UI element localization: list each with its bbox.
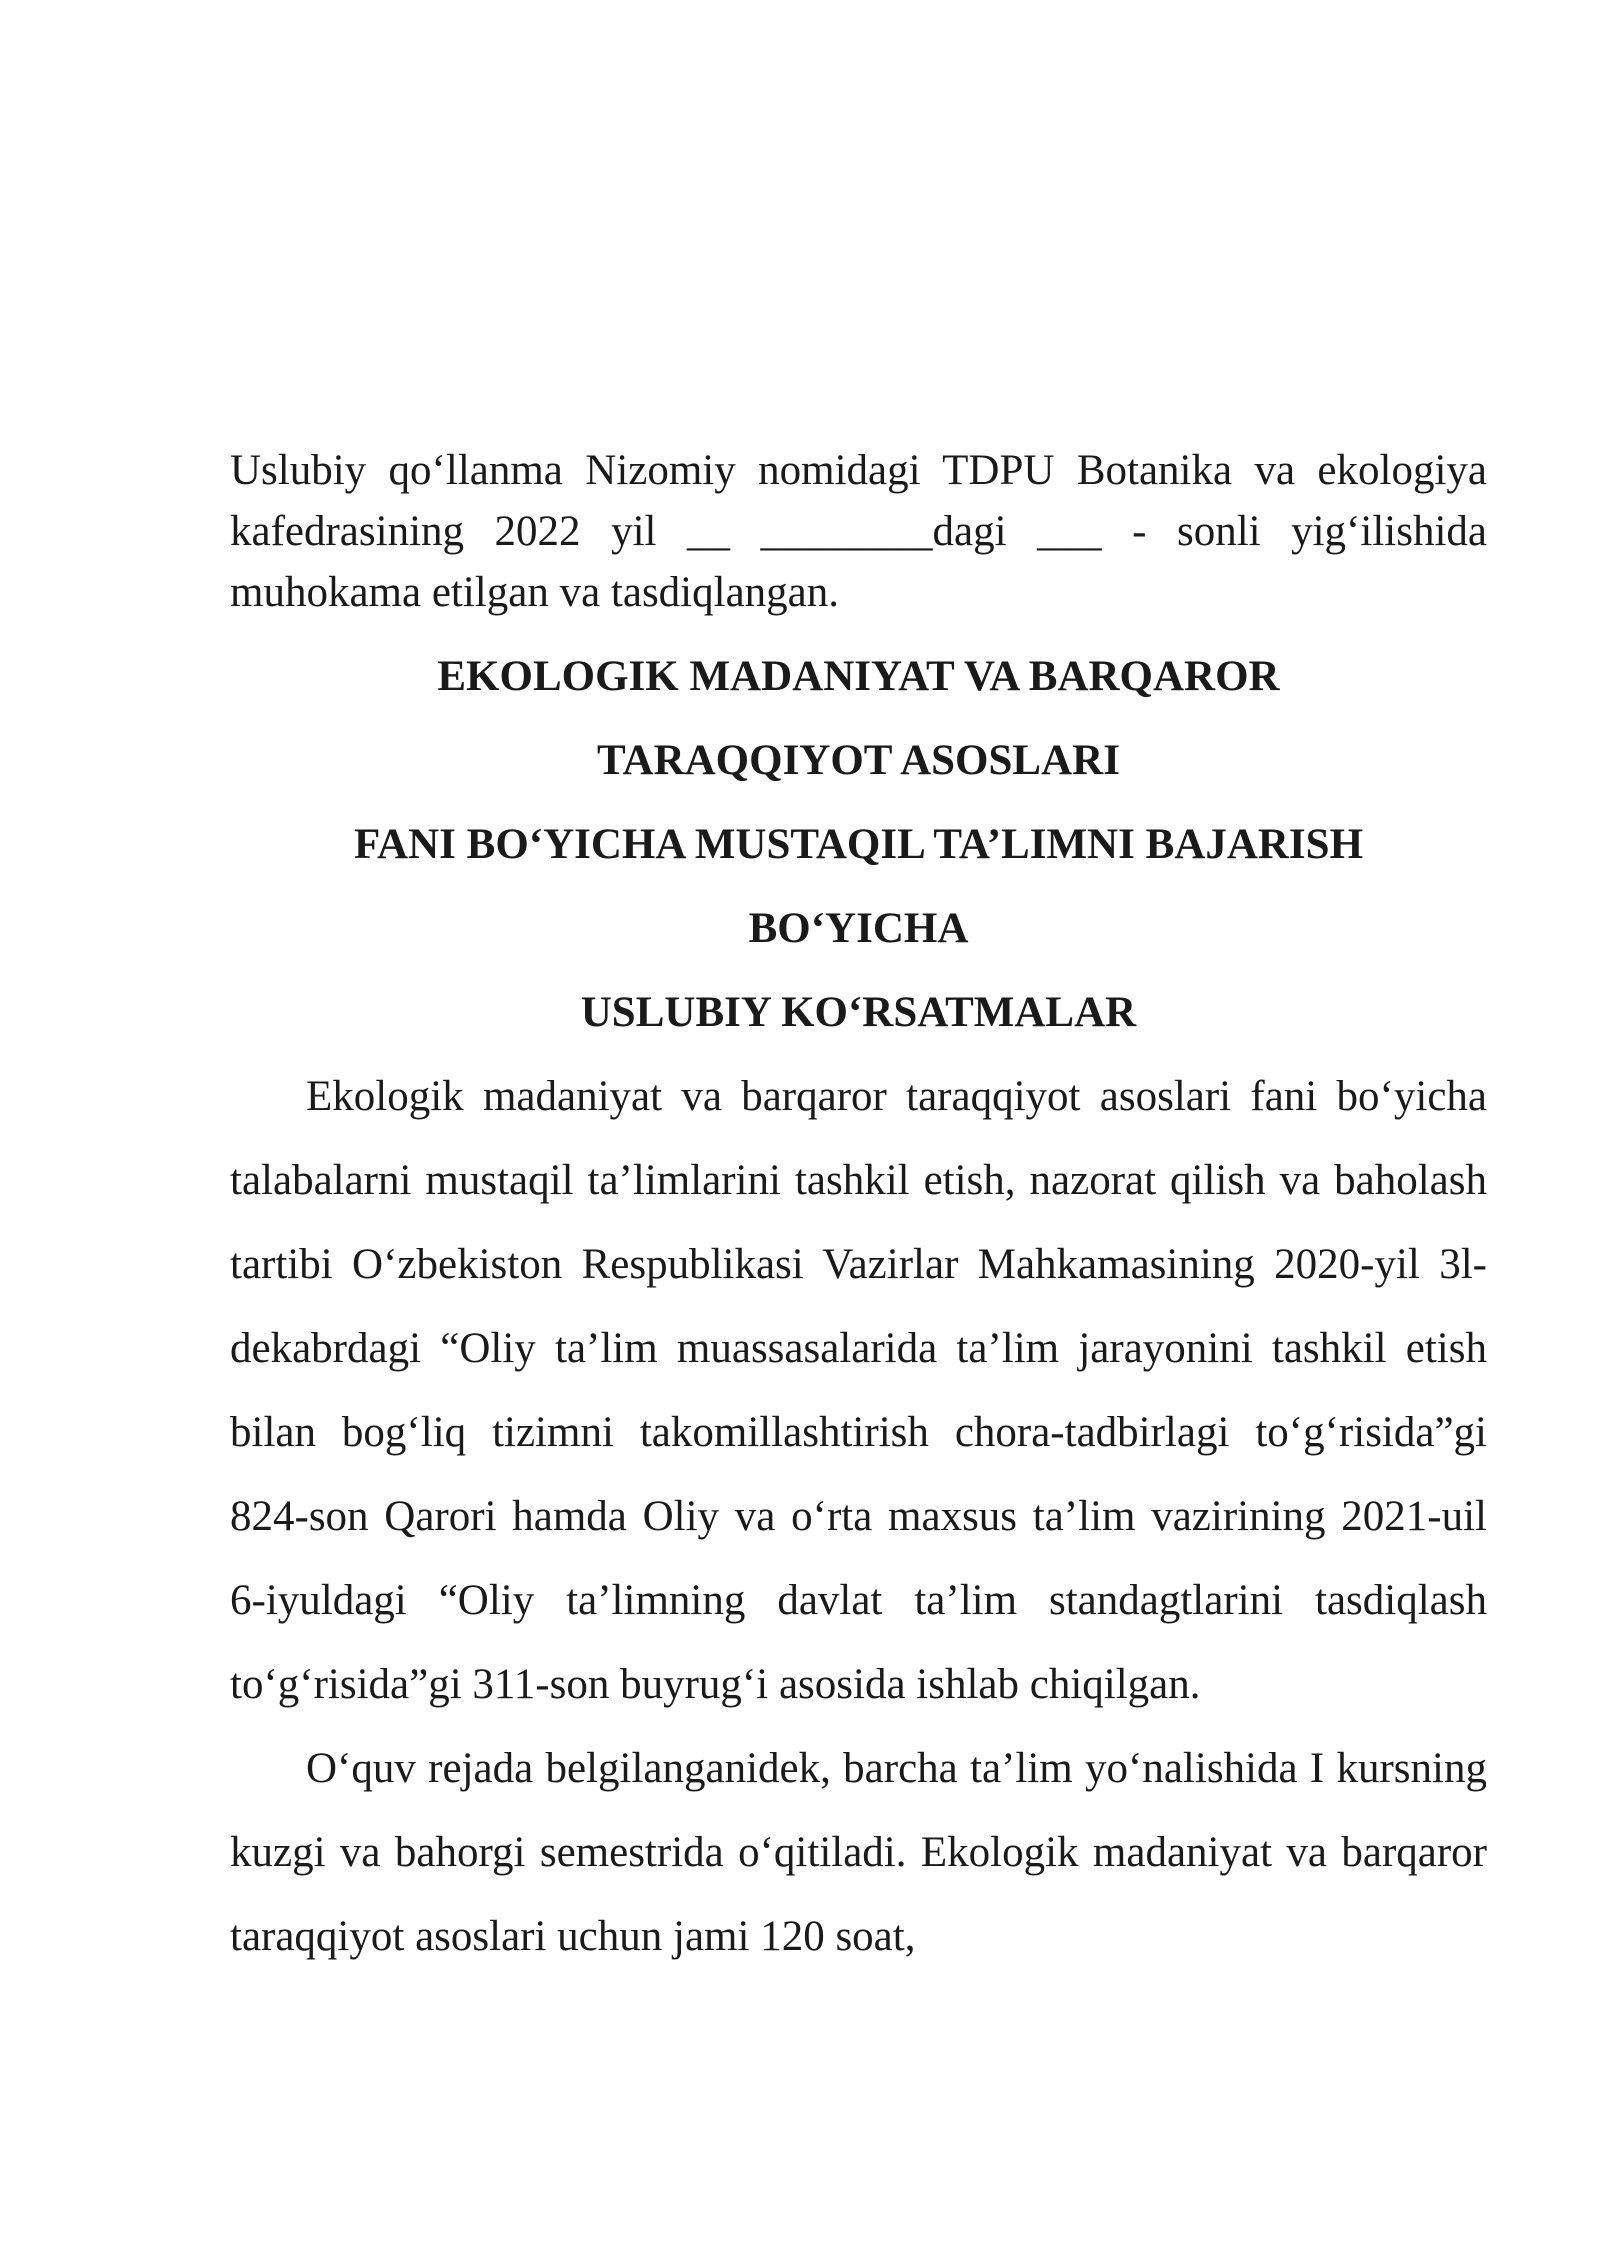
title-line: TARAQQIYOT ASOSLARI [597,737,1120,784]
page-content [230,440,1487,1979]
title-line: EKOLOGIK MADANIYAT VA BARQAROR [437,653,1280,700]
title-line: FANI BO‘YICHA MUSTAQIL TA’LIMNI BAJARISH [353,821,1364,868]
approval-note: Uslubiy qo‘llanma Nizomiy nomidagi TDPU Botanika va ekologiya kafedrasining 2022 yil __ ________dagi ___ - sonli yig‘ilishida muhokama etilgan va tasdiqlangan. [230,447,1487,616]
title-line: USLUBIY KO‘RSATMALAR [580,989,1137,1036]
body-paragraph: Ekologik madaniyat va barqaror taraqqiyot asoslari fani bo‘yicha talabalarni mustaqil ta’limlarini tashkil etish, nazorat qilish va baholash tartibi O‘zbekiston Respublikasi Vazirlar Mahkamasining 2020-yil 3l-dekabrdagi “Oliy ta’lim muassasalarida ta’lim jarayonini tashkil etish bilan bog‘liq tizimni takomillashtirish chora-tadbirlagi to‘g‘risida”gi 824-son Qarori hamda Oliy va o‘rta maxsus ta’lim vazirining 2021-uil 6-iyuldagi “Oliy ta’limning davlat ta’lim standagtlarini tasdiqlash to‘g‘risida”gi 311-son buyrug‘i asosida ishlab chiqilgan. [230,1073,1487,1708]
title-line: BO‘YICHA [748,905,969,952]
document-title [230,635,1487,1055]
body-paragraph: O‘quv rejada belgilanganidek, barcha ta’lim yo‘nalishida I kursning kuzgi va bahorgi semestrida o‘qitiladi. Ekologik madaniyat va barqaror taraqqiyot asoslari uchun jami 120 soat, [230,1745,1487,1960]
